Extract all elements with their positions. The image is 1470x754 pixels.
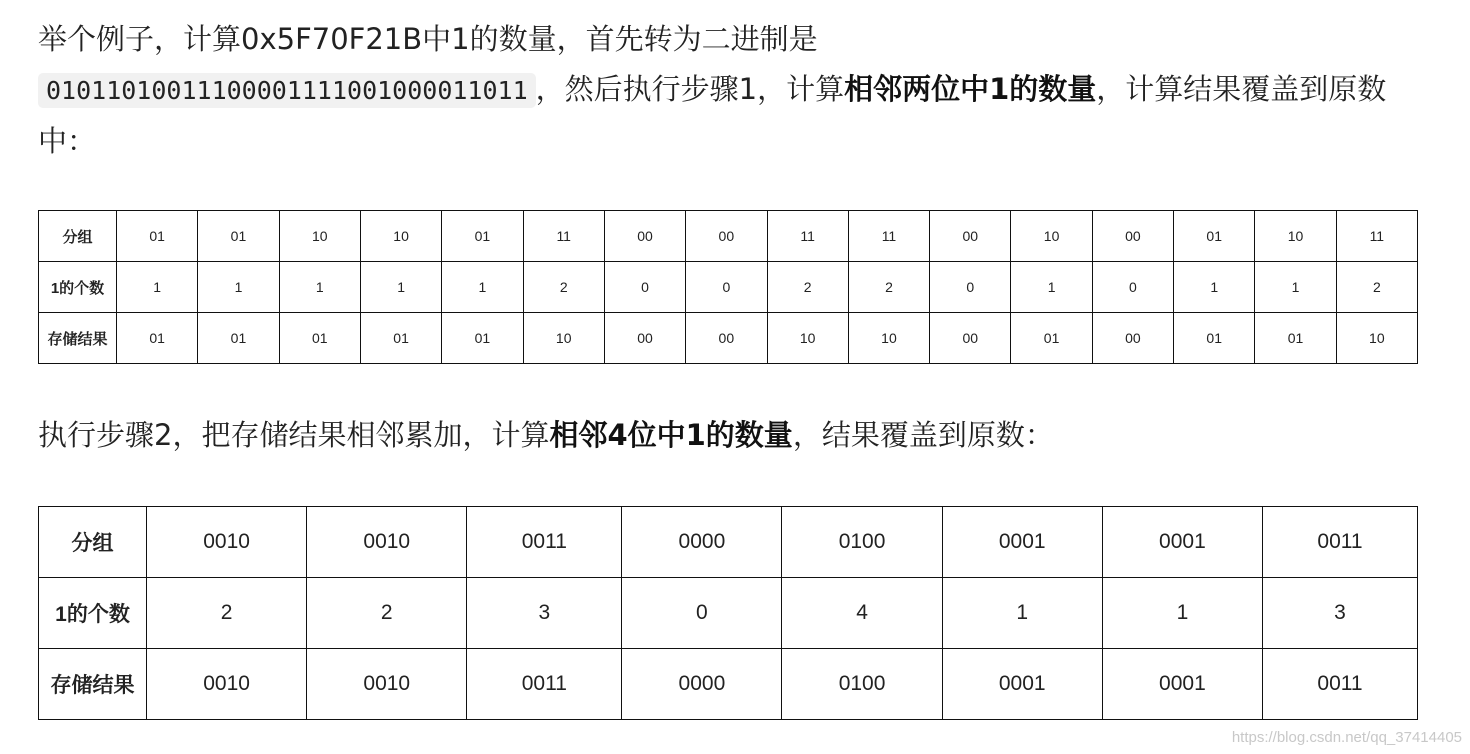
table-cell: 0011 (1263, 507, 1418, 578)
table-cell: 0001 (1102, 649, 1262, 720)
table-row (39, 313, 1418, 364)
table-cell: 1 (360, 262, 441, 313)
table-cell: 10 (1011, 211, 1092, 262)
table-cell: 2 (147, 578, 307, 649)
table-cell: 1 (1011, 262, 1092, 313)
table-cell: 10 (767, 313, 848, 364)
table-cell: 2 (848, 262, 929, 313)
table-cell: 3 (1263, 578, 1418, 649)
table-cell: 01 (1255, 313, 1336, 364)
table-cell: 11 (523, 211, 604, 262)
table-cell: 2 (307, 578, 467, 649)
table-row (39, 507, 1418, 578)
table-cell: 0010 (307, 649, 467, 720)
table-cell: 01 (198, 313, 279, 364)
table-cell: 01 (442, 313, 523, 364)
table-cell: 00 (930, 211, 1011, 262)
table-cell: 1 (117, 262, 198, 313)
row-header: 1的个数 (39, 262, 117, 313)
table-cell: 01 (1174, 211, 1255, 262)
table-cell: 10 (1336, 313, 1417, 364)
table-cell: 0001 (942, 507, 1102, 578)
row-header: 分组 (39, 211, 117, 262)
watermark: https://blog.csdn.net/qq_37414405 (1231, 729, 1462, 746)
table-cell: 1 (198, 262, 279, 313)
table-cell: 01 (279, 313, 360, 364)
table-cell: 01 (1011, 313, 1092, 364)
table-cell: 0011 (467, 507, 622, 578)
table-cell: 11 (1336, 211, 1417, 262)
table-cell: 0 (686, 262, 767, 313)
table-row (39, 649, 1418, 720)
table-cell: 00 (930, 313, 1011, 364)
intro-bold: 相邻两位中1的数量 (844, 72, 1097, 106)
row-header: 分组 (39, 507, 147, 578)
table-cell: 1 (279, 262, 360, 313)
table-cell: 0100 (782, 649, 942, 720)
intro-text-1: 举个例子，计算0x5F70F21B中1的数量，首先转为二进制是 (38, 22, 818, 56)
table-cell: 0000 (622, 507, 782, 578)
table-cell: 01 (1174, 313, 1255, 364)
table-cell: 0100 (782, 507, 942, 578)
table-cell: 0000 (622, 649, 782, 720)
table-cell: 0011 (1263, 649, 1418, 720)
step2-text-2: ，结果覆盖到原数： (792, 418, 1054, 452)
table-cell: 2 (523, 262, 604, 313)
table-cell: 10 (360, 211, 441, 262)
table-cell: 0010 (147, 507, 307, 578)
table-cell: 10 (848, 313, 929, 364)
table-cell: 0 (1092, 262, 1173, 313)
step2-paragraph (38, 410, 1438, 460)
table-cell: 11 (767, 211, 848, 262)
table-cell: 00 (686, 313, 767, 364)
table-cell: 1 (1174, 262, 1255, 313)
table-cell: 0 (622, 578, 782, 649)
table-cell: 00 (1092, 313, 1173, 364)
table-cell: 00 (604, 211, 685, 262)
table-cell: 0 (930, 262, 1011, 313)
table-cell: 2 (1336, 262, 1417, 313)
row-header: 1的个数 (39, 578, 147, 649)
table-cell: 00 (686, 211, 767, 262)
step2-bold: 相邻4位中1的数量 (549, 418, 793, 452)
table-cell: 0010 (307, 507, 467, 578)
row-header: 存储结果 (39, 313, 117, 364)
table-cell: 1 (1102, 578, 1262, 649)
binary-code: 01011010011100001111001000011011 (38, 73, 536, 108)
table-row (39, 211, 1418, 262)
table-cell: 0010 (147, 649, 307, 720)
row-header: 存储结果 (39, 649, 147, 720)
table-cell: 1 (442, 262, 523, 313)
table-cell: 10 (279, 211, 360, 262)
table-cell: 0001 (942, 649, 1102, 720)
table-row (39, 578, 1418, 649)
table-cell: 0 (604, 262, 685, 313)
step2-text-1: 执行步骤2，把存储结果相邻累加，计算 (38, 418, 550, 452)
table-cell: 01 (117, 211, 198, 262)
table-cell: 0001 (1102, 507, 1262, 578)
intro-paragraph (38, 14, 1438, 166)
step2-table (38, 506, 1418, 720)
table-cell: 01 (117, 313, 198, 364)
intro-text-2: ，然后执行步骤1，计算 (535, 72, 845, 106)
table-cell: 01 (360, 313, 441, 364)
intro-text-3: ，计算结果覆盖到原数中： (38, 72, 1387, 158)
table-cell: 10 (1255, 211, 1336, 262)
table-cell: 01 (198, 211, 279, 262)
table-cell: 11 (848, 211, 929, 262)
table-cell: 00 (1092, 211, 1173, 262)
table-row (39, 262, 1418, 313)
table-cell: 01 (442, 211, 523, 262)
table-cell: 2 (767, 262, 848, 313)
table-cell: 1 (1255, 262, 1336, 313)
table-cell: 1 (942, 578, 1102, 649)
table-cell: 4 (782, 578, 942, 649)
table-cell: 0011 (467, 649, 622, 720)
table-cell: 3 (467, 578, 622, 649)
table-cell: 10 (523, 313, 604, 364)
table-cell: 00 (604, 313, 685, 364)
step1-table (38, 210, 1418, 364)
